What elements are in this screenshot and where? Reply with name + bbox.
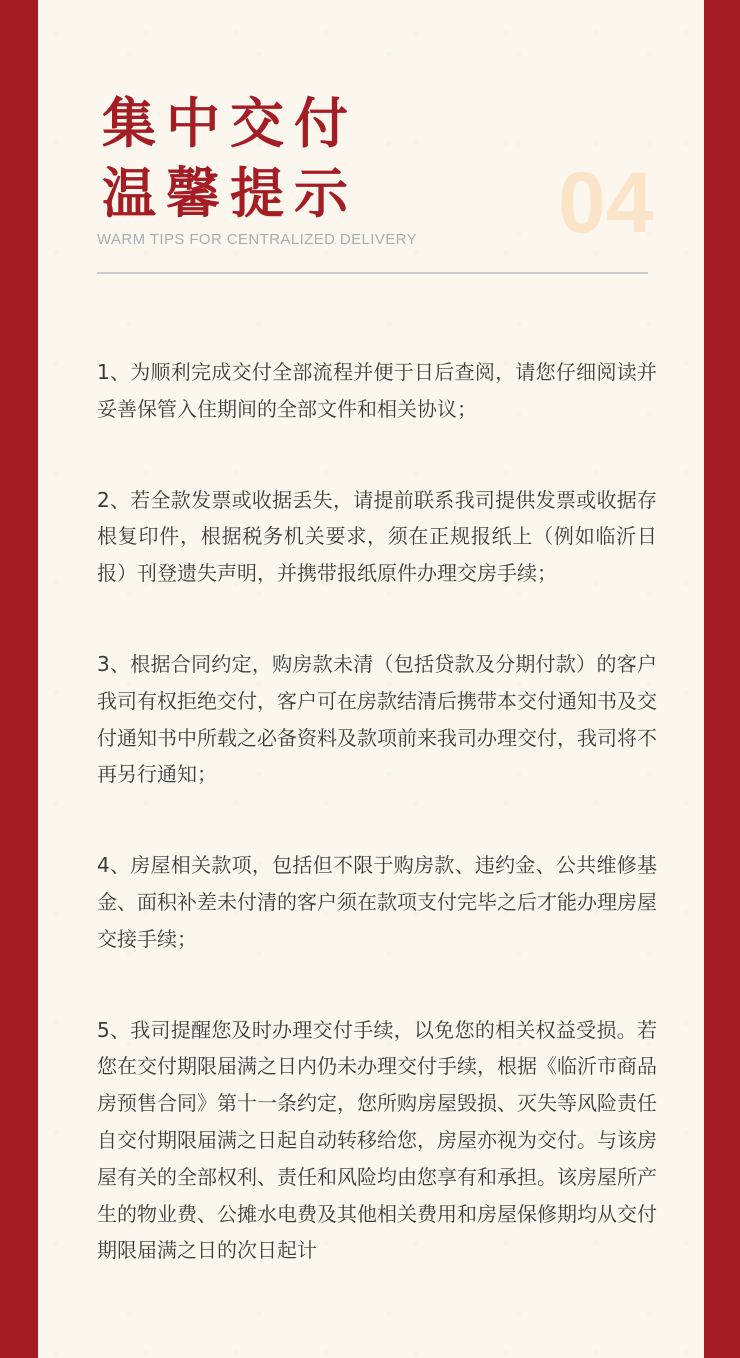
tip-item-5: 5、我司提醒您及时办理交付手续，以免您的相关权益受损。若您在交付期限届满之日内仍未办理交付手续，根据《临沂市商品房预售合同》第十一条约定，您所购房屋毁损、灭失等风险责任自交付期限届满之日起自动转移给您，房屋亦视为交付。与该房屋有关的全部权利、责任和风险均由您享有和承担。该房屋所产生的物业费、公摊水电费及其他相关费用和房屋保修期均从交付期限届满之日的次日起计 <box>97 1017 657 1263</box>
paper-panel <box>38 0 704 1358</box>
english-subtitle: WARM TIPS FOR CENTRALIZED DELIVERY <box>97 231 418 248</box>
tip-item-3: 3、根据合同约定，购房款未清（包括贷款及分期付款）的客户我司有权拒绝交付，客户可在房款结清后携带本交付通知书及交付通知书中所载之必备资料及款项前来我司办理交付，我司将不再另行通知； <box>97 651 657 787</box>
tip-item-4: 4、房屋相关款项，包括但不限于购房款、违约金、公共维修基金、面积补差未付清的客户须在款项支付完毕之后才能办理房屋交接手续； <box>97 853 657 951</box>
section-number: 04 <box>558 155 654 251</box>
tip-item-1: 1、为顺利完成交付全部流程并便于日后查阅，请您仔细阅读并妥善保管入住期间的全部文件和相关协议； <box>97 360 657 421</box>
title-line-1: 集中交付 <box>102 91 358 155</box>
tips-list <box>97 354 657 1323</box>
title-line-2: 温馨提示 <box>102 161 358 225</box>
header-divider <box>97 272 648 274</box>
page-title <box>102 88 358 228</box>
tip-item-2: 2、若全款发票或收据丢失，请提前联系我司提供发票或收据存根复印件，根据税务机关要求，须在正规报纸上（例如临沂日报）刊登遗失声明，并携带报纸原件办理交房手续； <box>97 487 657 586</box>
